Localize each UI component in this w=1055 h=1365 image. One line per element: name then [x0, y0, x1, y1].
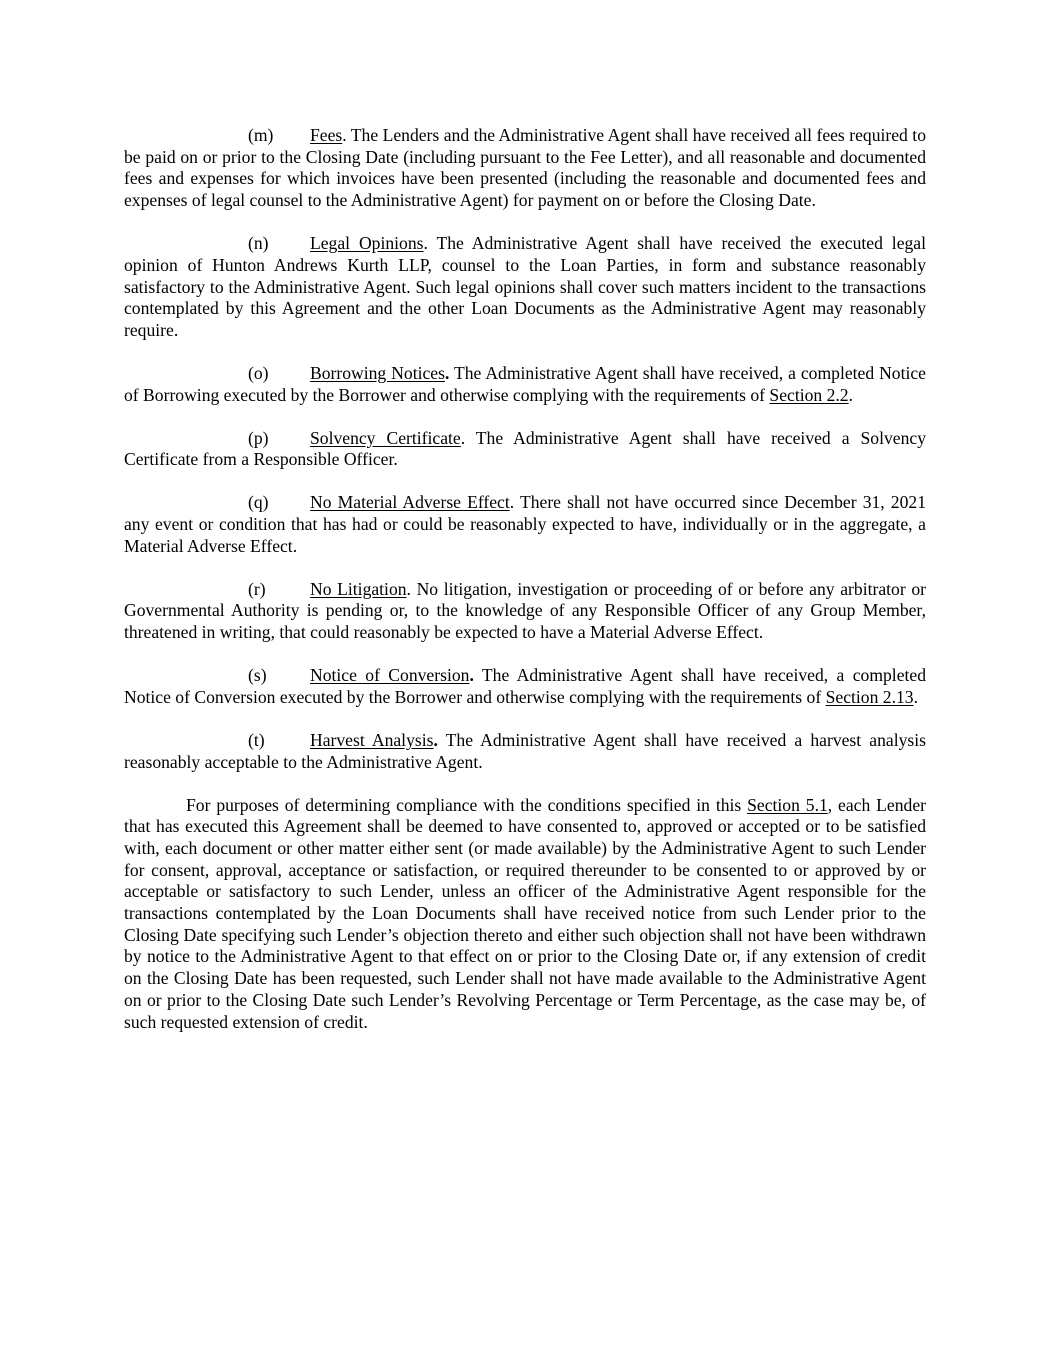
clause-text: The Administrative Agent shall have received, a completed Notice of Borrowing executed by the Borrower and otherwise complying with the requirements of: [124, 362, 926, 405]
clause-number: (t): [248, 729, 265, 750]
document-page: [124, 125, 926, 1055]
clause-q: [124, 492, 926, 557]
clause-text: The Administrative Agent shall have received, a completed Notice of Conversion executed by the Borrower and otherwise complying with the requirements of: [124, 665, 926, 707]
clause-o: [124, 363, 926, 406]
clause-heading-punct: .: [469, 665, 474, 686]
section-reference: Section 2.13: [825, 686, 914, 707]
closing-text-before: For purposes of determining compliance with the conditions specified in this: [186, 794, 748, 815]
clause-heading: No Litigation: [310, 578, 407, 599]
clause-heading-punct: .: [460, 427, 466, 448]
clause-heading: Fees: [310, 125, 343, 145]
clause-number: (r): [248, 578, 266, 599]
clause-heading-punct: .: [433, 729, 438, 750]
clause-heading: Legal Opinions: [310, 233, 424, 254]
clause-heading-punct: .: [509, 492, 515, 513]
clause-heading-punct: .: [406, 578, 411, 599]
clause-number: (m): [248, 125, 274, 145]
clause-heading-punct: .: [444, 362, 450, 383]
clause-heading-punct: .: [342, 125, 347, 145]
clause-heading: Solvency Certificate: [310, 427, 461, 448]
clause-text: The Lenders and the Administrative Agent shall have received all fees required to be paid on or prior to the Closing Date (including pursuant to the Fee Letter), and all reasonable and documented fees and expenses for which invoices have been presented (including the reasonable and documented fees and expenses of legal counsel to the Administrative Agent) for payment on or before the Closing Date.: [124, 125, 926, 211]
clause-number: (q): [248, 492, 269, 513]
clause-tail: .: [913, 686, 918, 707]
clause-number: (n): [248, 233, 269, 254]
clause-heading: Harvest Analysis: [310, 729, 434, 750]
clause-number: (o): [248, 362, 269, 383]
clause-text: The Administrative Agent shall have received a Solvency Certificate from a Responsible Officer.: [124, 427, 926, 470]
clause-number: (p): [248, 427, 269, 448]
clause-p: [124, 428, 926, 471]
clause-heading: No Material Adverse Effect: [310, 492, 510, 513]
closing-paragraph: [124, 795, 926, 1034]
clause-text: The Administrative Agent shall have received a harvest analysis reasonably acceptable to the Administrative Agent.: [124, 729, 926, 772]
clause-number: (s): [248, 665, 267, 686]
clause-r: [124, 579, 926, 644]
clause-t: [124, 730, 926, 773]
clause-text: The Administrative Agent shall have received the executed legal opinion of Hunton Andrews Kurth LLP, counsel to the Loan Parties, in form and substance reasonably satisfactory to the Administrative Agent. Such legal opinions shall cover such matters incident to the transactions contemplated by this Agreement and the other Loan Documents as the Administrative Agent may reasonably require.: [124, 233, 926, 340]
clause-text: There shall not have occurred since December 31, 2021 any event or condition that has had or could be reasonably expected to have, individually or in the aggregate, a Material Adverse Effect.: [124, 492, 926, 556]
section-reference: Section 5.1: [747, 794, 828, 815]
clause-heading: Notice of Conversion: [310, 665, 470, 686]
clause-n: [124, 233, 926, 342]
clause-heading: Borrowing Notices: [310, 362, 445, 383]
clause-m: [124, 125, 926, 212]
clause-tail: .: [848, 384, 853, 405]
clause-s: [124, 665, 926, 708]
closing-text-after: , each Lender that has executed this Agreement shall be deemed to have consented to, approved or accepted or to be satisfied with, each document or other matter either sent (or made available) by the Administrative Agent to such Lender for consent, approval, acceptance or satisfaction, or required thereunder to be consented to or approved by or acceptable or satisfactory to such Lender, unless an officer of the Administrative Agent responsible for the transactions contemplated by the Loan Documents shall have received notice from such Lender prior to the Closing Date specifying such Lender’s objection thereto and either such objection shall not have been withdrawn by notice to the Administrative Agent to that effect on or prior to the Closing Date or, if any extension of credit on the Closing Date has been requested, such Lender shall not have made available to the Administrative Agent on or prior to the Closing Date such Lender’s Revolving Percentage or Term Percentage, as the case may be, of such requested extension of credit.: [124, 794, 926, 1032]
clause-text: No litigation, investigation or proceeding of or before any arbitrator or Governmental Authority is pending or, to the knowledge of any Responsible Officer of any Group Member, threatened in writing, that could reasonably be expected to have a Material Adverse Effect.: [124, 578, 926, 643]
section-reference: Section 2.2: [769, 384, 849, 405]
clause-heading-punct: .: [423, 233, 428, 254]
